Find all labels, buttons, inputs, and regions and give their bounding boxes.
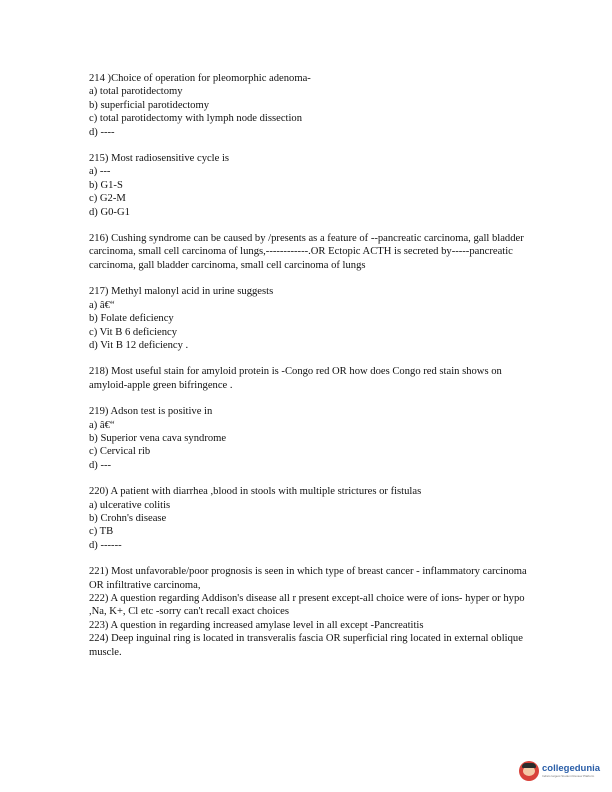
option-c: c) Cervical rib <box>89 446 151 458</box>
question-text: 217) Methyl malonyl acid in urine suggests <box>89 286 274 298</box>
question-218 <box>89 365 529 392</box>
mascot-icon <box>519 761 539 781</box>
option-d: d) ---- <box>89 126 115 138</box>
option-d: d) --- <box>89 459 112 471</box>
option-a: a) ulcerative colitis <box>89 499 171 511</box>
question-text: 214 )Choice of operation for pleomorphic adenoma- <box>89 73 311 84</box>
option-b: b) Crohn's disease <box>89 512 167 524</box>
option-a: a) --- <box>89 166 111 178</box>
question-text: 218) Most useful stain for amyloid protein is -Congo red OR how does Congo red stain shows on amyloid-apple green bifringence . <box>89 366 502 391</box>
question-224: 224) Deep inguinal ring is located in transveralis fascia OR superficial ring located in external oblique muscle. <box>89 633 523 658</box>
logo-tagline: India's largest Student Review Platform <box>542 774 595 778</box>
option-c: c) total parotidectomy with lymph node dissection <box>89 113 303 125</box>
option-b: b) Folate deficiency <box>89 313 174 325</box>
question-221: 221) Most unfavorable/poor prognosis is seen in which type of breast cancer - inflammatory carcinoma OR infiltrative carcinoma, <box>89 566 527 591</box>
question-214 <box>89 72 529 139</box>
option-b: b) superficial parotidectomy <box>89 99 210 111</box>
logo-brand: collegedunia <box>542 763 601 774</box>
question-text: 219) Adson test is positive in <box>89 406 213 418</box>
option-d: d) ------ <box>89 539 122 551</box>
question-text: 220) A patient with diarrhea ,blood in stools with multiple strictures or fistulas <box>89 486 422 498</box>
option-d: d) G0-G1 <box>89 206 130 218</box>
option-a: a) total parotidectomy <box>89 86 183 98</box>
option-b: b) Superior vena cava syndrome <box>89 432 227 444</box>
option-a: a) â€“ <box>89 299 115 311</box>
option-c: c) Vit B 6 deficiency <box>89 326 178 338</box>
collegedunia-logo <box>519 756 605 786</box>
option-d: d) Vit B 12 deficiency . <box>89 339 189 351</box>
question-223: 223) A question in regarding increased amylase level in all except -Pancreatitis <box>89 619 424 631</box>
document-page <box>89 72 529 672</box>
option-c: c) TB <box>89 526 114 538</box>
questions-221-224 <box>89 565 529 659</box>
question-220 <box>89 485 529 552</box>
option-c: c) G2-M <box>89 193 126 205</box>
option-a: a) â€“ <box>89 419 115 431</box>
question-215 <box>89 152 529 219</box>
question-text: 215) Most radiosensitive cycle is <box>89 153 230 165</box>
question-217 <box>89 285 529 352</box>
logo-text <box>542 764 600 778</box>
question-216 <box>89 232 529 272</box>
question-219 <box>89 405 529 472</box>
option-b: b) G1-S <box>89 179 123 191</box>
question-text: 216) Cushing syndrome can be caused by /presents as a feature of --pancreatic carcinoma, gall bladder carcinoma, small cell carcinoma of lungs,------------.OR Ectopic ACTH is secreted by-----pancreatic carcinoma, gall bladder carcinoma, small cell carcinoma of lungs <box>89 233 524 271</box>
question-222: 222) A question regarding Addison's disease all r present except-all choice were of ions- hyper or hypo ,Na, K+, Cl etc -sorry can't recall exact choices <box>89 593 525 618</box>
